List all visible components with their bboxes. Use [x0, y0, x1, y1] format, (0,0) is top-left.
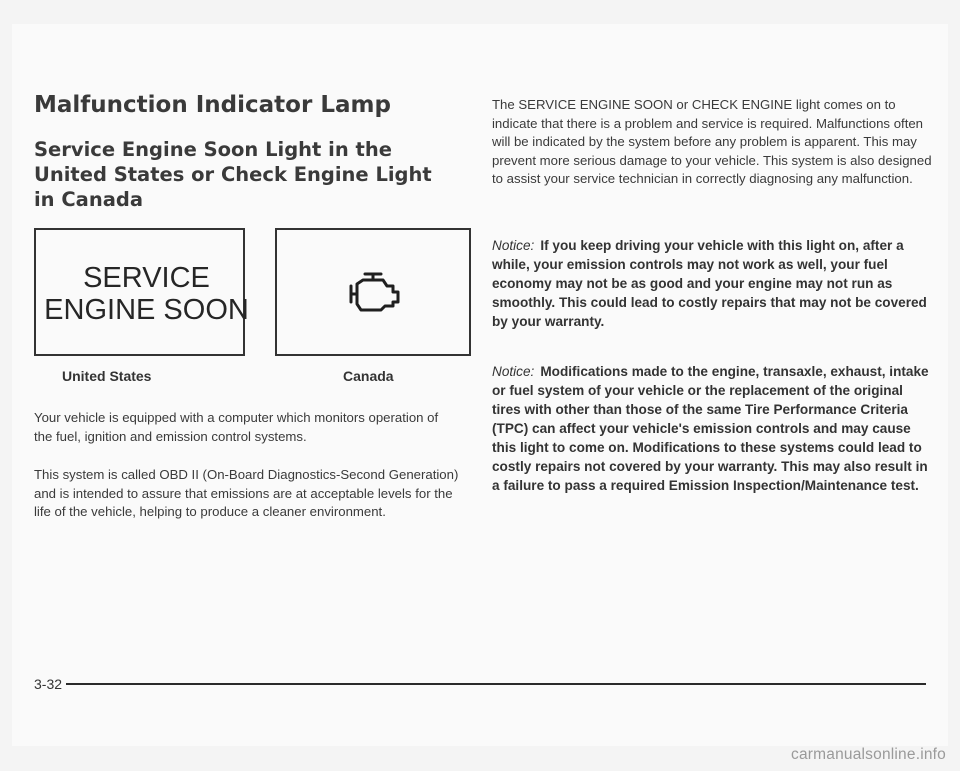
- notice-label: Notice:: [492, 364, 535, 379]
- paragraph-light-meaning: The SERVICE ENGINE SOON or CHECK ENGINE light comes on to indicate that there is a problem and service is required. Malfunctions often will be indicated by the system before any problem is apparent. This may prevent more serious damage to your vehicle. This system is also designed to assist your service technician in correctly diagnosing any malfunction.: [492, 97, 932, 186]
- footer-rule: [66, 683, 926, 685]
- page-heading: Malfunction Indicator Lamp: [34, 92, 391, 118]
- notice-keep-driving: [492, 236, 932, 331]
- paragraph-obd-ii: This system is called OBD II (On-Board Diagnostics-Second Generation) and is intended to assure that emissions are at acceptable levels for the life of the vehicle, helping to produce a cleaner environment.: [34, 467, 459, 519]
- paragraph-computer-monitoring: Your vehicle is equipped with a computer which monitors operation of the fuel, ignition and emission control systems.: [34, 410, 439, 444]
- caption-canada: Canada: [343, 368, 394, 384]
- notice-text: If you keep driving your vehicle with this light on, after a while, your emission controls may not work as well, your fuel economy may not be as good and your engine may not run as smoothly. This could lead to costly repairs that may not be covered by your warranty.: [492, 238, 927, 329]
- lamp-text-line1: SERVICE: [83, 262, 210, 294]
- lamp-text: [36, 262, 257, 326]
- notice-modifications: [492, 362, 932, 495]
- check-engine-lamp: [275, 228, 471, 356]
- caption-united-states: United States: [62, 368, 152, 384]
- section-subheading: Service Engine Soon Light in the United States or Check Engine Light in Canada: [34, 138, 432, 211]
- service-engine-soon-lamp: [34, 228, 249, 356]
- notice-label: Notice:: [492, 238, 535, 253]
- lamp-text-line2: ENGINE SOON: [44, 294, 249, 326]
- notice-text: Modifications made to the engine, transaxle, exhaust, intake or fuel system of your vehicle or the replacement of the original tires with other than those of the same Tire Performance Criteria (TPC) can affect your vehicle's emission controls and may cause this light to come on. Modifications to these systems could lead to costly repairs not covered by your warranty. This may also result in a failure to pass a required Emission Inspection/Maintenance test.: [492, 364, 929, 493]
- check-engine-icon: [343, 268, 403, 314]
- page-number: 3-32: [34, 676, 63, 692]
- site-watermark: carmanualsonline.info: [791, 746, 946, 763]
